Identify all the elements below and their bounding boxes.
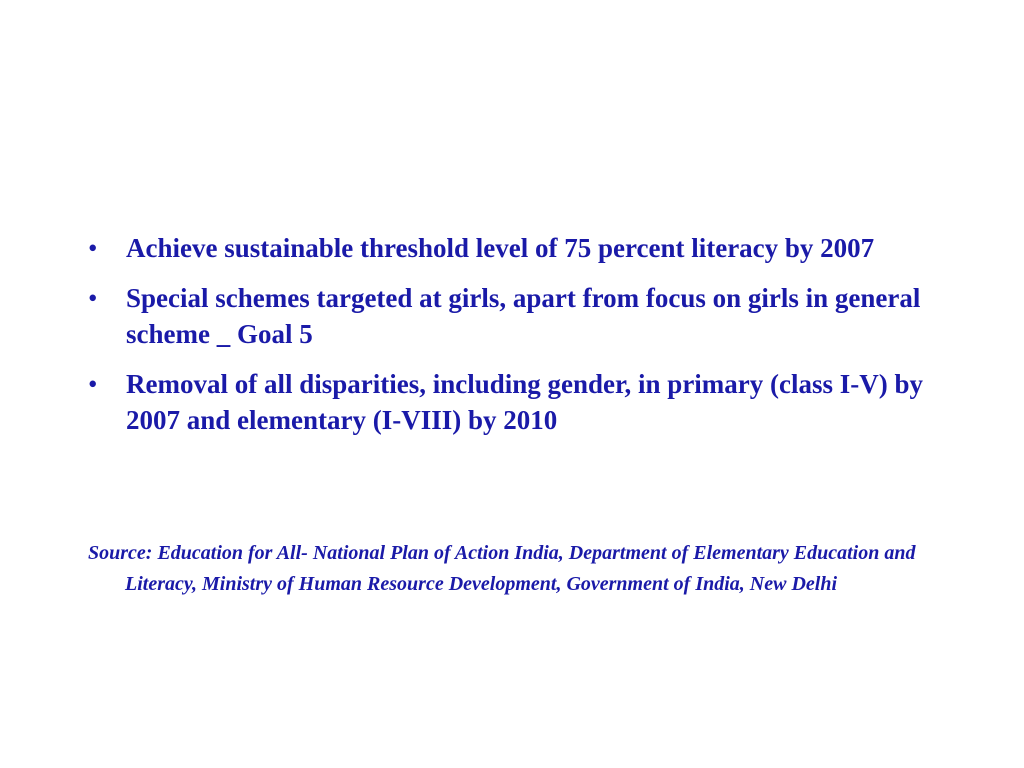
source-citation: Source: Education for All- National Plan of Action India, Department of Elementary Education and Literacy, Ministry of Human Resource Development, Government of India, New Delhi	[88, 542, 916, 595]
bullet-marker: •	[88, 233, 98, 263]
bullet-marker: •	[88, 283, 98, 313]
bullet-list	[88, 230, 948, 452]
bullet-text: Removal of all disparities, including gender, in primary (class I-V) by 2007 and elementary (I-VIII) by 2010	[126, 369, 924, 435]
bullet-text: Special schemes targeted at girls, apart from focus on girls in general scheme _ Goal 5	[126, 283, 921, 349]
bullet-item	[88, 280, 948, 352]
bullet-text: Achieve sustainable threshold level of 75 percent literacy by 2007	[126, 233, 875, 263]
bullet-item	[88, 366, 948, 438]
bullet-marker: •	[88, 369, 98, 399]
bullet-item	[88, 230, 948, 266]
